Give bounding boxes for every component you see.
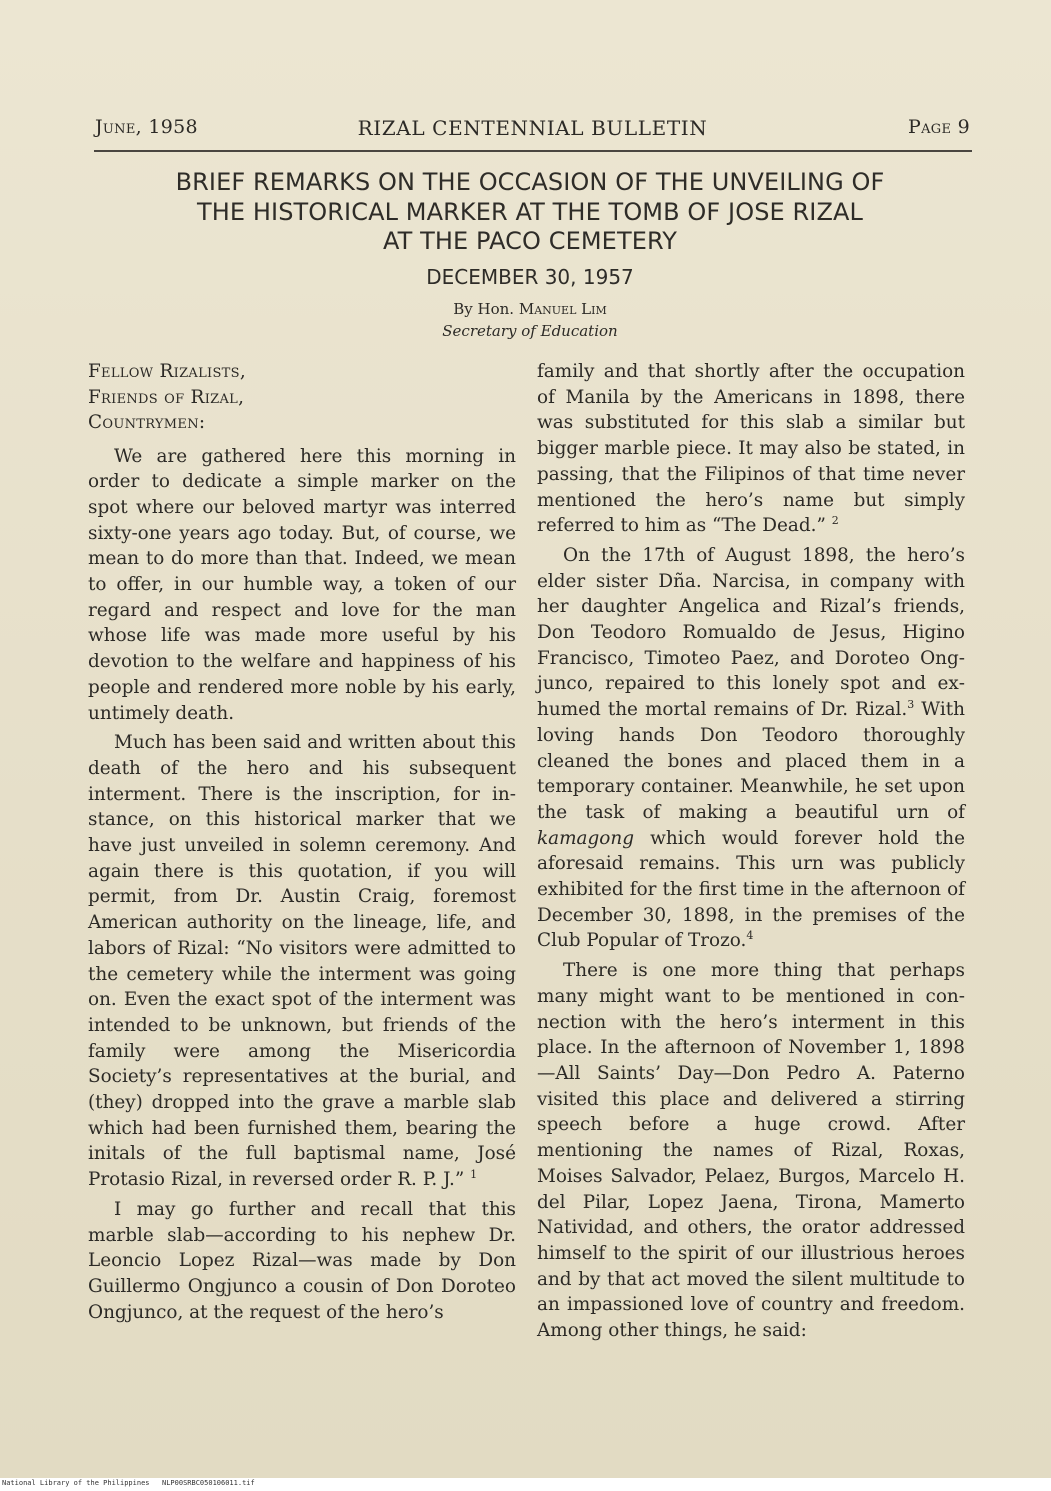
salutation-line: Fellow Rizalists,: [88, 361, 246, 382]
footnote-ref: 1: [470, 1168, 478, 1182]
title-line: THE HISTORICAL MARKER AT THE TOMB OF JOSE RIZAL: [196, 197, 864, 226]
page-number: Page 9: [908, 116, 970, 138]
salutation-line: Countrymen:: [88, 412, 206, 433]
footnote-ref: 4: [746, 929, 754, 943]
paragraph-text: On the 17th of August 1898, the hero’s elder sister Dña. Narcisa, in company with her daughter Angelica and Rizal’s friends, Don Teodoro Romualdo de Jesus, Higino Francisco, Timoteo Paez, and Doroteo Ongjunco, repaired to this lonely spot and exhumed the mortal remains of Dr. Rizal.: [537, 544, 965, 721]
paragraph: There is one more thing that perhaps many might want to be mentioned in connection with the hero’s interment in this place. In the afternoon of November 1, 1898—All Saints’ Day—Don Pedro A. Paterno visited this place and delivered a stirring speech before a huge crowd. After mentioning the names of Rizal, Roxas, Moises Salvador, Pelaez, Burgos, Marcelo H. del Pilar, Lopez Jaena, Tirona, Mamerto Natividad, and others, the orator addressed himself to the spirit of our illustrious heroes and by that act moved the silent multitude to an impassioned love of country and freedom. Among other things, he said:: [537, 960, 965, 1342]
header-rule: [94, 150, 972, 152]
footnote-ref: 3: [907, 698, 915, 712]
paragraph: We are gathered here this morning in order to dedicate a simple marker on the spot where our beloved martyr was interred sixty-one years ago today. But, of course, we mean to do more than that. Indeed, we mean to offer, in our humble way, a token of our regard and respect and love for the man whose life was made more useful by his devotion to the welfare and happiness of his people and rendered more noble by his early, untimely death.: [88, 445, 516, 724]
article-date: DECEMBER 30, 1957: [426, 265, 634, 289]
paragraph: [537, 359, 965, 539]
byline-prefix: By Hon.: [453, 300, 515, 318]
paragraph: [537, 543, 965, 954]
paragraph-text: With loving hands Don Teodoro thoroughly cleaned the bones and placed them in a temporary container. Meanwhile, he set upon the task of making a beautiful urn of: [537, 699, 965, 823]
paragraph: [88, 730, 516, 1193]
scan-filename: NLP00SRBC050106011.tif: [162, 1479, 255, 1487]
salutation-line: Friends of Rizal,: [88, 386, 245, 408]
paragraph-text: which would forever hold the aforesaid remains. This urn was publicly exhibited for the first time in the afternoon of December 30, 1898, in the premises of the Club Popular of Trozo.: [537, 827, 965, 952]
publication-title: RIZAL CENTENNIAL BULLETIN: [357, 116, 708, 140]
paragraph-text: family and that shortly after the occupation of Manila by the Americans in 1898, there was substituted for this slab a similar but bigger marble piece. It may also be stated, in passing, that the Filipinos of that time never mentioned the hero’s name but simply referred to him as “The Dead.”: [537, 361, 965, 537]
left-column: [88, 359, 516, 1329]
paragraph-text: Much has been said and written about this death of the hero and his subsequent interment. There is the inscription, for instance, on this historical marker that we have just unveiled in solemn ceremony. And again there is this quotation, if you will permit, from Dr. Austin Craig, foremost American authority on the lineage, life, and labors of Rizal: “No visitors were admitted to the cemetery while the interment was going on. Even the exact spot of the interment was intended to be unknown, but friends of the family were among the Misericordia Society’s representatives at the burial, and (they) dropped into the grave a marble slab which had been furnished them, bearing the initals of the full baptismal name, José Protasio Rizal, in reversed order R. P. J.”: [88, 732, 516, 1191]
scan-footer: [0, 1478, 1051, 1491]
running-head: [95, 116, 970, 142]
italic-term: kamagong: [537, 827, 634, 849]
title-line: BRIEF REMARKS ON THE OCCASION OF THE UNVEILING OF: [175, 168, 885, 196]
paragraph: I may go further and recall that this marble slab—according to his nephew Dr. Leoncio Lopez Rizal—was made by Don Guillermo Ongjunco a cousin of Don Doroteo Ongjunco, at the request of the hero’s: [88, 1198, 516, 1323]
article-title: [110, 168, 950, 257]
right-column: [537, 359, 965, 1348]
author-name: Manuel Lim: [518, 300, 607, 318]
library-credit: National Library of the Philippines: [2, 1479, 150, 1487]
salutation: [88, 359, 516, 436]
footnote-ref: 2: [831, 514, 839, 528]
author-role: Secretary of Education: [442, 322, 618, 340]
byline: [110, 298, 950, 342]
title-line: AT THE PACO CEMETERY: [383, 227, 677, 255]
issue-date: June, 1958: [95, 116, 198, 138]
